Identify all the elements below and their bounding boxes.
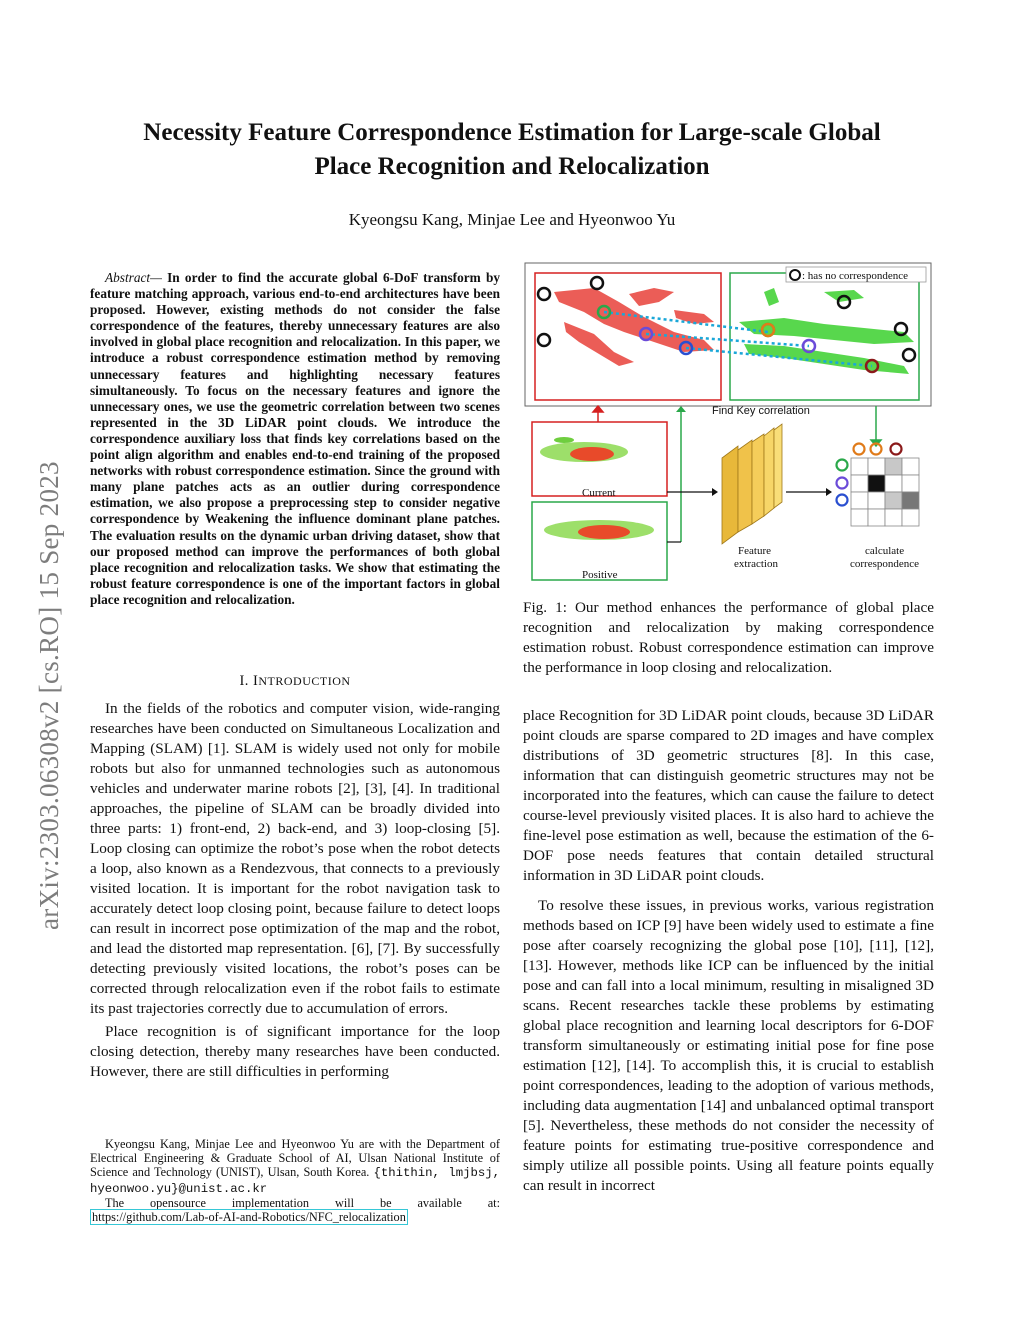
calc-label-2: correspondence [850, 558, 920, 570]
intro-paragraph-2: Place recognition is of significant importance for the loop closing detection, thereby many researches have been conducted. However, there are still difficulties in performing [90, 1023, 500, 1080]
title-line-2: Place Recognition and Relocalization [314, 153, 710, 180]
authors: Kyeongsu Kang, Minjae Lee and Hyeonwoo Yu [348, 210, 676, 229]
intro-right-column [523, 706, 934, 1196]
paper-title [80, 116, 944, 184]
figure-1 [524, 262, 934, 590]
figure-caption: Fig. 1: Our method enhances the performance of global place recognition and relocalization by making correspondence estimation robust. Robust correspondence estimation can improve the performance in loop closing and relocalization. [523, 599, 934, 676]
feature-label-1: Feature [738, 545, 771, 557]
right-paragraph-2: To resolve these issues, in previous works, various registration methods based on ICP [9] have been widely used to estimate a fine pose after coarsely recognizing the global pose [10], [11], [12], [13]. However, methods like ICP can be influenced by the initial pose and can fall into a local minimum, resulting in misaligned 3D scans. Recent researches tackle these problems by estimating global place recognition and learning local descriptors for 6-DOF transform simultaneously or estimating initial pose for fine pose estimation [12], [14]. To accomplish this, it is crucial to establish point correspondences, leading to the adoption of various methods, including data augmentation [14] and unbalanced optimal transport [5]. Nevertheless, these methods do not consider the necessity of feature points for estimating true-positive correspondence and simply utilize all possible points. Using all feature points equally can result in incorrect [523, 897, 934, 1194]
arrowhead-icon [826, 488, 832, 496]
positive-scan [544, 520, 654, 540]
arxiv-identifier: arXiv:2303.06308v2 [cs.RO] 15 Sep 2023 [34, 461, 64, 930]
find-key-label: Find Key correlation [712, 405, 810, 417]
footnote-affiliation: Kyeongsu Kang, Minjae Lee and Hyeonwoo Yu are with the Department of Electrical Engineering & Graduate School of AI, Ulsan National Institute of Science and Technology (UNIST), Ulsan, South Korea. [90, 1137, 500, 1180]
abstract-label: Abstract [105, 270, 151, 285]
legend-text: : has no correspondence [802, 270, 908, 282]
positive-up-arrowhead [676, 406, 686, 412]
correspondence-matrix [837, 444, 920, 527]
abstract-text: In order to find the accurate global 6-DoF transform by feature matching approach, various end-to-end architectures have been proposed. However, existing methods do not consider the false correspondence of the features, thereby unnecessary features are also involved in global place recognition and relocalization. In this paper, we introduce a robust correspondence estimation method by removing unnecessary features and highlighting necessary features simultaneously. To focus on the necessary features and ignore the unnecessary ones, we use the geometric correlation between two scenes represented in the 3D LiDAR point clouds. We introduce the correspondence auxiliary loss that finds key correlations based on the point align algorithm and enables end-to-end training of the proposed networks with robust correspondence estimation. Since the ground with many plane patches acts as an outlier during correspondence estimation, we also propose a preprocessing step to consider negative correspondence by Weakening the influence dominant plane patches. The evaluation results on the dynamic urban driving dataset, show that our proposed method can improve the performances of both global place recognition and relocalization tasks. We show that estimating the robust feature correspondence is one of the important factors in global place recognition and relocalization. [90, 270, 500, 607]
current-up-arrow [593, 406, 603, 422]
footnote-emails: {thithin, lmjbsj, hyeonwoo.yu}@unist.ac.kr [90, 1166, 501, 1196]
intro-paragraph-1: In the fields of the robotics and computer vision, wide-ranging researches have been conducted on Simultaneous Localization and Mapping (SLAM) [1]. SLAM is widely used not only for mobile robots but also for unmanned technologies such as autonomous vehicles and underwater marine robots [2], [3], [4]. In traditional approaches, the pipeline of SLAM can be broadly divided into three parts: 1) front-end, 2) back-end, and 3) loop-closing [5]. Loop closing can optimize the robot’s pose when the robot detects a loop, also known as a Rendezvous, that connects to a previously visited location. It is important for the robot navigation task to accurately detect loop closing point, because failure to detect loops can result in incorrect pose optimization of the map and the robot, and lead the distorted map representation. [6], [7]. By successfully detecting previously visited locations, the robot’s poses can be corrected through relocalization even if the robot fails to estimate its past trajectories correctly due to accumulation of errors. [90, 700, 500, 1017]
footnote [90, 1137, 500, 1224]
calc-label-1: calculate [865, 545, 905, 557]
feature-label-2: extraction [734, 558, 778, 570]
current-label: Current [582, 487, 616, 499]
current-point-cloud [554, 288, 714, 366]
arrowhead-icon [712, 488, 718, 496]
section-heading: I. INTRODUCTION [239, 673, 351, 689]
intro-left-column [90, 699, 500, 1082]
feature-to-positive-arrow [871, 406, 881, 446]
abstract: Abstract— In order to find the accurate global 6-DoF transform by feature matching approach, various end-to-end architectures have been proposed. However, existing methods do not consider the false correspondence of the features, thereby unnecessary features are also involved in global place recognition and relocalization. In this paper, we introduce a robust correspondence estimation method by removing unnecessary features and highlighting necessary features simultaneously. To focus on the necessary features and ignore the unnecessary ones, we use the geometric correlation between two scenes represented in the 3D LiDAR point clouds. We introduce the correspondence auxiliary loss that finds key correlations based on the point align algorithm and enables end-to-end training of the proposed networks with robust correspondence estimation. Since the ground with many plane patches acts as an outlier during correspondence estimation, we also propose a preprocessing step to consider negative correspondence by Weakening the influence dominant plane patches. The evaluation results on the dynamic urban driving dataset, show that our proposed method can improve the performances of both global place recognition and relocalization tasks. We show that estimating the robust feature correspondence is one of the important factors in global place recognition and relocalization. [90, 270, 500, 607]
positive-label: Positive [582, 569, 618, 581]
title-line-1: Necessity Feature Correspondence Estimation for Large-scale Global [143, 119, 881, 146]
current-scan [540, 437, 628, 462]
feature-extraction-blocks [722, 424, 782, 544]
footnote-code: The opensource implementation will be available at: [105, 1195, 500, 1210]
right-paragraph-1: place Recognition for 3D LiDAR point clouds, because 3D LiDAR point clouds are sparse compared to 2D images and have complex distributions of 3D geometric structures [8]. In this case, information that can distinguish geometric structures may not be incorporated into the features, which can cause the failure to detect course-level previously visited places. It is also hard to achieve the fine-level pose estimation as well, because the estimation of the 6-DOF pose needs features that contain detailed structural information in 3D LiDAR point clouds. [523, 707, 934, 884]
code-link[interactable]: https://github.com/Lab-of-AI-and-Robotics/NFC_relocalization [92, 1210, 406, 1225]
